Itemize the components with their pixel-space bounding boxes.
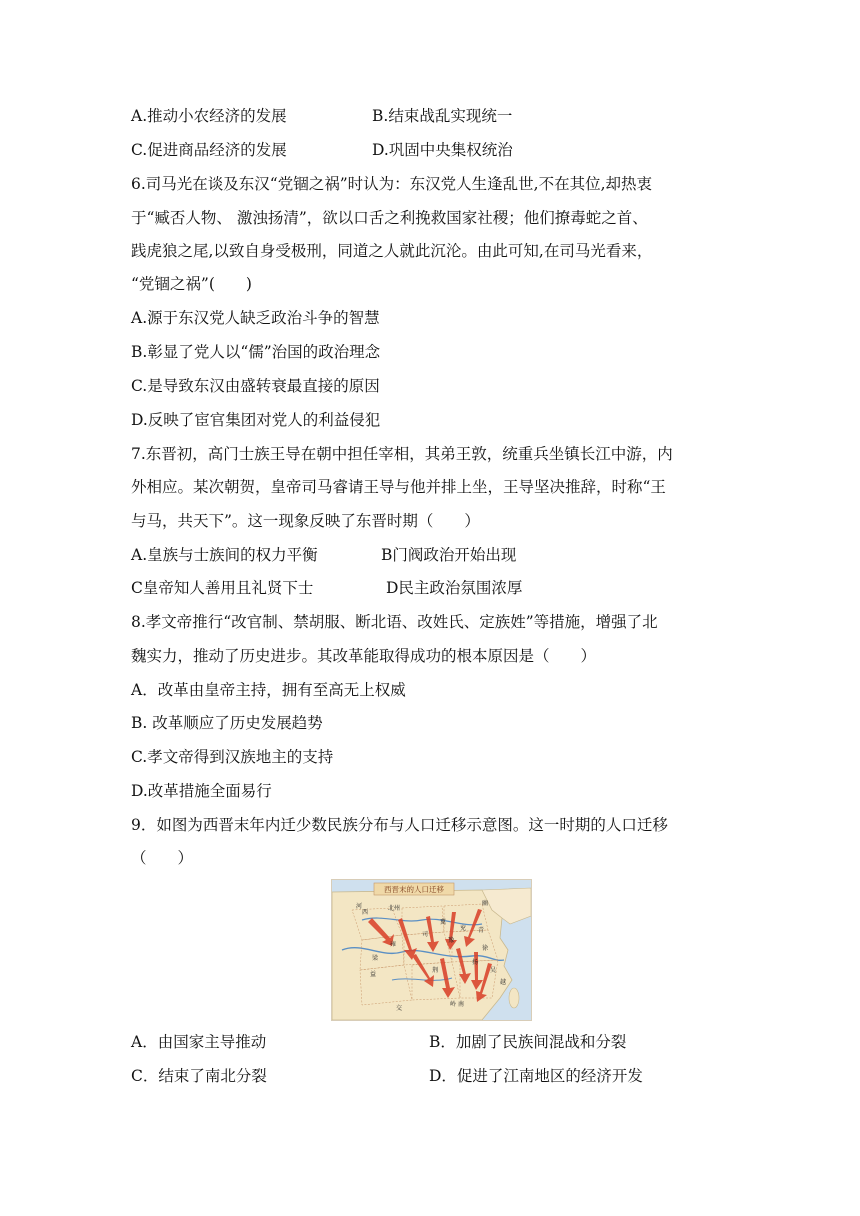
q7-stem-line: 7.东晋初，高门士族王导在朝中担任宰相，其弟王敦，统重兵坐镇长江中游，内	[131, 445, 673, 463]
map-label: 交	[396, 1005, 403, 1012]
q6-option: D.反映了宦官集团对党人的利益侵犯	[131, 411, 381, 429]
map-label: 司	[422, 931, 429, 938]
migration-map-graphic	[332, 880, 531, 1020]
q9-option-d: D．促进了江南地区的经济开发	[429, 1067, 643, 1085]
q6-stem-line: 践虎狼之尾,以致自身受极刑，同道之人就此沉沦。由此可知,在司马光看来，	[131, 242, 653, 260]
q7-option-b: B门阀政治开始出现	[381, 546, 517, 564]
q6-stem-line: 6.司马光在谈及东汉“党锢之祸”时认为：东汉党人生逢乱世,不在其位,却热衷	[131, 175, 652, 193]
q6-stem-line: 于“臧否人物、 激浊扬清”，欲以口舌之利挽救国家社稷；他们撩毒蛇之首、	[131, 209, 648, 227]
map-label: 兖	[460, 925, 467, 932]
q7-option-d: D民主政治氛围浓厚	[386, 579, 523, 597]
map-label: 益	[370, 971, 377, 978]
map-label: 雍	[390, 941, 397, 948]
q6-option: A.源于东汉党人缺乏政治斗争的智慧	[131, 309, 380, 327]
q5-option-d: D.巩固中央集权统治	[372, 141, 513, 159]
map-label: 吴	[490, 967, 497, 974]
q7-stem-line: 与马，共天下”。这一现象反映了东晋时期（ ）	[131, 512, 480, 530]
q6-stem-line: “党锢之祸”( )	[131, 275, 252, 293]
q9-option-c: C．结束了南北分裂	[131, 1067, 267, 1085]
map-label: 扬	[472, 959, 479, 966]
q8-option: B. 改革顺应了历史发展趋势	[131, 714, 323, 732]
q9-stem-line: 9．如图为西晋末年内迁少数民族分布与人口迁移示意图。这一时期的人口迁移	[131, 816, 668, 834]
q7-stem-line: 外相应。某次朝贺，皇帝司马睿请王导与他并排上坐，王导坚决推辞，时称“王	[131, 478, 666, 496]
q8-option: A．改革由皇帝主持，拥有至高无上权威	[131, 681, 406, 699]
map-label: 北	[388, 905, 395, 912]
map-label: 青	[478, 927, 485, 934]
map-label: 州	[394, 905, 401, 912]
q9-option-a: A．由国家主导推动	[131, 1033, 267, 1051]
q5-option-a: A.推动小农经济的发展	[131, 107, 287, 125]
map-label: 越	[500, 979, 507, 986]
map-label: 冀	[440, 919, 447, 926]
map-label: 荆	[432, 967, 439, 974]
map-label: 豫	[448, 937, 455, 944]
q8-option: D.改革措施全面易行	[131, 782, 272, 800]
q6-option: B.彰显了党人以“儒”治国的政治理念	[131, 343, 381, 361]
q8-stem-line: 魏实力，推动了历史进步。其改革能取得成功的根本原因是（ ）	[131, 647, 597, 665]
map-label: 幽	[482, 900, 489, 907]
map-label: 河	[356, 903, 363, 910]
q9-option-b: B．加剧了民族间混战和分裂	[429, 1033, 627, 1051]
map-title: 西晋末的人口迁移	[384, 885, 444, 894]
map-label: 梁	[372, 955, 379, 962]
q9-stem-line: （ ）	[131, 849, 194, 867]
q7-option-a: A.皇族与士族间的权力平衡	[131, 546, 318, 564]
map-label: 南	[458, 1001, 465, 1008]
migration-map	[331, 879, 532, 1021]
q5-option-b: B.结束战乱实现统一	[372, 107, 513, 125]
q6-option: C.是导致东汉由盛转衰最直接的原因	[131, 377, 380, 395]
q8-stem-line: 8.孝文帝推行“改官制、禁胡服、断北语、改姓氏、定族姓”等措施，增强了北	[131, 613, 658, 631]
q8-option: C.孝文帝得到汉族地主的支持	[131, 748, 334, 766]
q7-option-c: C皇帝知人善用且礼贤下士	[131, 579, 314, 597]
map-label: 岭	[450, 1001, 457, 1008]
map-label: 徐	[482, 945, 489, 952]
q5-option-c: C.促进商品经济的发展	[131, 141, 287, 159]
map-label: 西	[362, 909, 369, 916]
